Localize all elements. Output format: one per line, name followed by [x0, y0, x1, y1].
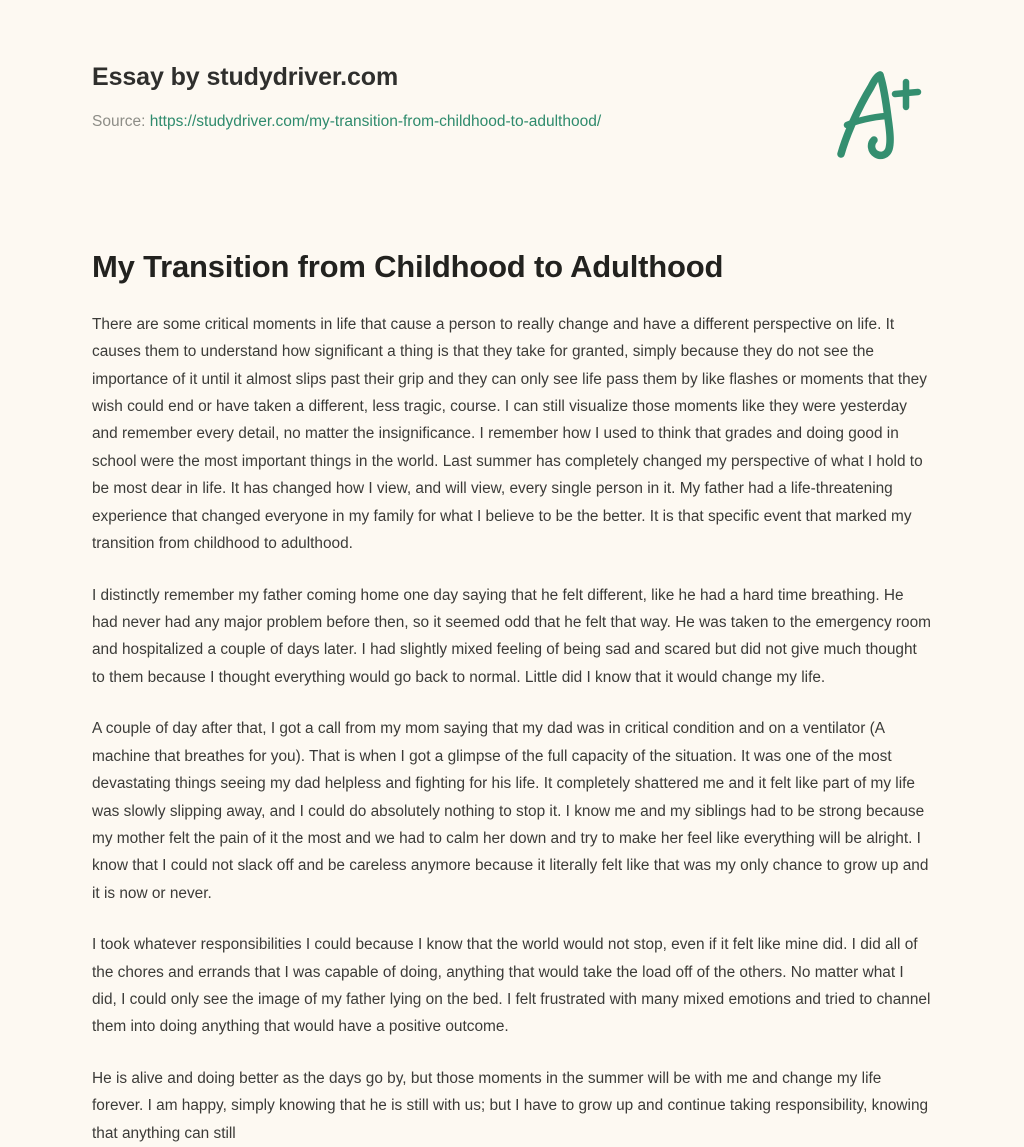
article-paragraph: I took whatever responsibilities I could because I know that the world would not stop, even if it felt like mine did. I did all of the chores and errands that I was capable of doing, anything that would take the load off of the others. No matter what I did, I could only see the image of my father lying on the bed. I felt frustrated with many mixed emotions and tried to channel them into doing anything that would have a positive outcome.	[92, 936, 931, 1036]
article-paragraph: I distinctly remember my father coming home one day saying that he felt different, like he had a hard time breathing. He had never had any major problem before then, so it seemed odd that he felt that way. He was taken to the emergency room and hospitalized a couple of days later. I had slightly mixed feeling of being sad and scared but did not give much thought to them because I thought everything would go back to normal. Little did I know that it would change my life.	[92, 586, 931, 686]
source-line	[92, 112, 932, 132]
source-label: Source:	[92, 113, 146, 130]
article-paragraph: A couple of day after that, I got a call from my mom saying that my dad was in critical condition and on a ventilator (A machine that breathes for you). That is when I got a glimpse of the full capacity of the situation. It was one of the most devastating things seeing my dad helpless and fighting for his life. It completely shattered me and it felt like part of my life was slowly slipping away, and I could do absolutely nothing to stop it. I know me and my siblings had to be strong because my mother felt the pain of it the most and we had to calm her down and try to make her feel like everything will be alright. I know that I could not slack off and be careless anymore because it literally felt like that was my only chance to grow up and it is now or never.	[92, 720, 929, 902]
page-header	[0, 0, 1024, 200]
article-body	[0, 287, 1024, 1147]
a-plus-logo-icon	[828, 62, 932, 166]
article-paragraph: He is alive and doing better as the days go by, but those moments in the summer will be with me and change my life forever. I am happy, simply knowing that he is still with us; but I have to grow up and continue taking responsibility, knowing that anything can still	[92, 1069, 929, 1142]
brand-title: Essay by studydriver.com	[92, 63, 399, 91]
article-paragraph: There are some critical moments in life that cause a person to really change and have a different perspective on life. It causes them to understand how significant a thing is that they take for granted, simply because they do not see the importance of it until it almost slips past their grip and they can only see life pass them by like flashes or moments that they wish could end or have taken a different, less tragic, course. I can still visualize those moments like they were yesterday and remember every detail, no matter the insignificance. I remember how I used to think that grades and doing good in school were the most important things in the world. Last summer has completely changed my perspective of what I hold to be most dear in life. It has changed how I view, and will view, every single person in it. My father had a life-threatening experience that changed everyone in my family for what I believe to be the better. It is that specific event that marked my transition from childhood to adulthood.	[92, 315, 927, 553]
source-url-link[interactable]: https://studydriver.com/my-transition-from-childhood-to-adulthood/	[149, 113, 602, 130]
page-title: My Transition from Childhood to Adulthood	[92, 249, 724, 284]
